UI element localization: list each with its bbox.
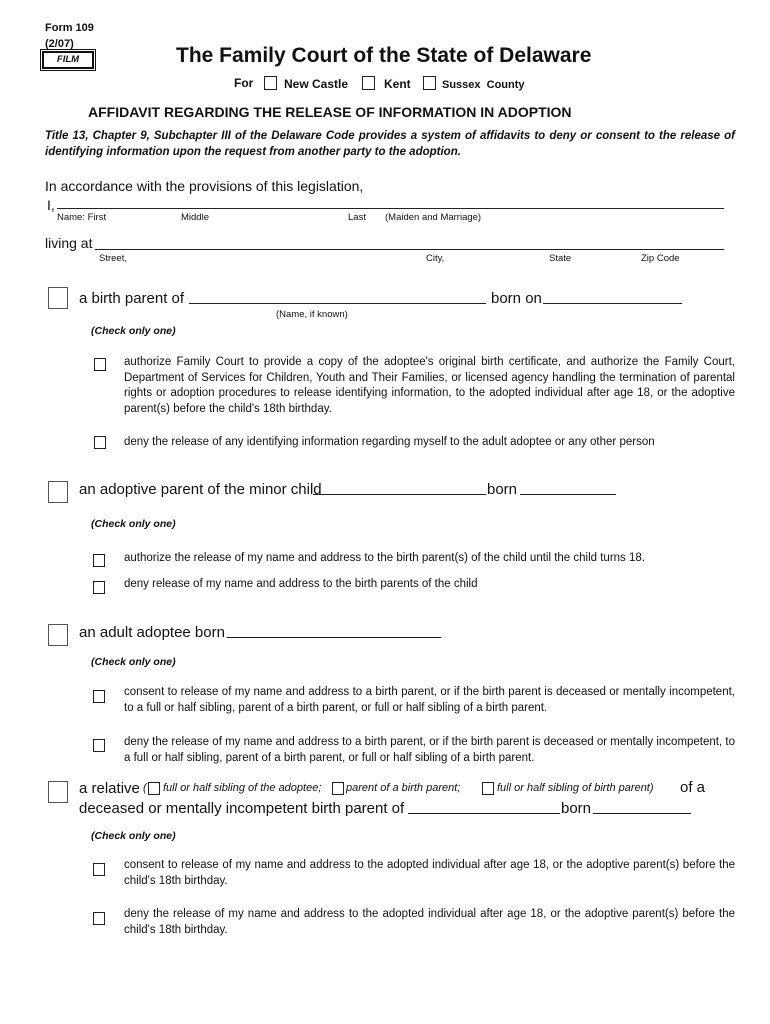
relative-of-a: of a <box>680 779 706 796</box>
adult-adoptee-born-line[interactable] <box>227 637 441 638</box>
adoptive-born-line[interactable] <box>520 494 616 495</box>
label-maiden: (Maiden and Marriage) <box>385 212 482 223</box>
label-zip: Zip Code <box>641 253 680 264</box>
adoptive-deny-text: deny release of my name and address to the birth parents of the child <box>124 578 478 590</box>
film-label: FILM <box>56 54 80 65</box>
relative-sibling-birth-parent-label: full or half sibling of birth parent) <box>497 782 654 794</box>
new-castle-checkbox[interactable] <box>264 76 277 90</box>
birth-parent-deny-checkbox[interactable] <box>94 436 106 449</box>
check-only-note: (Check only one) <box>91 325 176 337</box>
relative-deny-text: deny the release of my name and address to the adopted individual after age 18, or the adoptive parent(s) before the child's 18th birthday. <box>124 908 735 936</box>
page-title: The Family Court of the State of Delaware <box>176 44 592 67</box>
birth-parent-authorize-text: authorize Family Court to provide a copy of the adoptee's original birth certificate, and authorize the Family Court, Department of Services for Children, Youth and Their Families, or licensed agency handling the termination of parental rights or adoption procedures to release identifying information, to the adopted individual after age 18, or the adoptive parent(s) before the child's 18th birthday. <box>124 356 735 415</box>
check-only-note: (Check only one) <box>91 518 176 530</box>
name-prefix: I, <box>47 197 55 213</box>
relative-parent-of-birth-parent-checkbox[interactable] <box>332 782 344 795</box>
sussex-label: Sussex County <box>442 79 525 91</box>
relative-born-line[interactable] <box>593 813 691 814</box>
for-label: For <box>234 76 254 90</box>
label-city: City, <box>426 253 445 264</box>
form-number: Form 109 <box>45 22 94 34</box>
check-only-note: (Check only one) <box>91 830 176 842</box>
birth-parent-born-label: born on <box>491 290 542 307</box>
adoptive-parent-checkbox[interactable] <box>48 481 68 503</box>
intro-text: Title 13, Chapter 9, Subchapter III of the Delaware Code provides a system of affidavits to deny or consent to the release of identifying information upon the request from another party to the adoption. <box>45 130 735 158</box>
new-castle-label: New Castle <box>284 77 349 91</box>
adult-consent-text: consent to release of my name and address to a birth parent, or if the birth parent is deceased or mentally incompetent, to a full or half sibling, parent of a birth parent, or full or half sibling of a birth parent. <box>124 686 735 714</box>
adoptive-deny-checkbox[interactable] <box>93 581 105 594</box>
relative-deceased-parent-line[interactable] <box>408 813 560 814</box>
adoptive-born-label: born <box>487 481 518 498</box>
label-last: Last <box>348 212 366 223</box>
affidavit-heading: AFFIDAVIT REGARDING THE RELEASE OF INFORMATION IN ADOPTION <box>88 104 572 120</box>
name-line[interactable] <box>57 208 724 209</box>
label-street: Street, <box>99 253 127 264</box>
relative-parent-of-birth-parent-label: parent of a birth parent; <box>346 782 461 794</box>
film-box <box>42 51 94 69</box>
adult-adoptee-label: an adult adoptee born <box>79 624 225 641</box>
relative-sibling-adoptee-checkbox[interactable] <box>148 782 160 795</box>
label-state: State <box>549 253 572 264</box>
adoptive-child-line[interactable] <box>313 494 486 495</box>
address-line[interactable] <box>95 249 724 250</box>
county-row <box>234 76 253 90</box>
relative-checkbox[interactable] <box>48 781 68 803</box>
relative-sibling-adoptee-label: full or half sibling of the adoptee; <box>163 782 322 794</box>
accordance-text: In accordance with the provisions of this legislation, <box>45 178 364 194</box>
label-first: Name: First <box>57 212 107 223</box>
birth-parent-checkbox[interactable] <box>48 287 68 309</box>
relative-born-label: born <box>561 800 592 817</box>
sussex-checkbox[interactable] <box>423 76 436 90</box>
birth-parent-label: a birth parent of <box>79 290 185 307</box>
birth-parent-born-line[interactable] <box>543 303 682 304</box>
birth-parent-deny-text: deny the release of any identifying information regarding myself to the adult adoptee or any other person <box>124 436 655 448</box>
relative-consent-checkbox[interactable] <box>93 863 105 876</box>
adult-adoptee-checkbox[interactable] <box>48 624 68 646</box>
adult-consent-checkbox[interactable] <box>93 690 105 703</box>
check-only-note: (Check only one) <box>91 656 176 668</box>
living-prefix: living at <box>45 235 93 251</box>
relative-sibling-birth-parent-checkbox[interactable] <box>482 782 494 795</box>
relative-deny-checkbox[interactable] <box>93 912 105 925</box>
relative-line2-label: deceased or mentally incompetent birth parent of <box>79 800 405 817</box>
adoptive-authorize-checkbox[interactable] <box>93 554 105 567</box>
relative-consent-text: consent to release of my name and address to the adopted individual after age 18, or the adoptive parent(s) before the child's 18th birthday. <box>124 859 735 887</box>
form-date: (2/07) <box>45 38 74 50</box>
name-if-known-hint: (Name, if known) <box>276 309 348 320</box>
label-middle: Middle <box>181 212 209 223</box>
kent-label: Kent <box>384 77 411 91</box>
adoptive-authorize-text: authorize the release of my name and address to the birth parent(s) of the child until the child turns 18. <box>124 552 645 564</box>
relative-label: a relative <box>79 780 140 797</box>
relative-paren: ( <box>143 782 147 794</box>
adoptive-parent-label: an adoptive parent of the minor child <box>79 481 322 498</box>
kent-checkbox[interactable] <box>362 76 375 90</box>
birth-parent-authorize-checkbox[interactable] <box>94 358 106 371</box>
adult-deny-checkbox[interactable] <box>93 739 105 752</box>
adult-deny-text: deny the release of my name and address to a birth parent, or if the birth parent is deceased or mentally incompetent, to a full or half sibling, parent of a birth parent, or full or half sibling of a birth parent. <box>124 736 735 764</box>
birth-parent-child-line[interactable] <box>189 303 486 304</box>
